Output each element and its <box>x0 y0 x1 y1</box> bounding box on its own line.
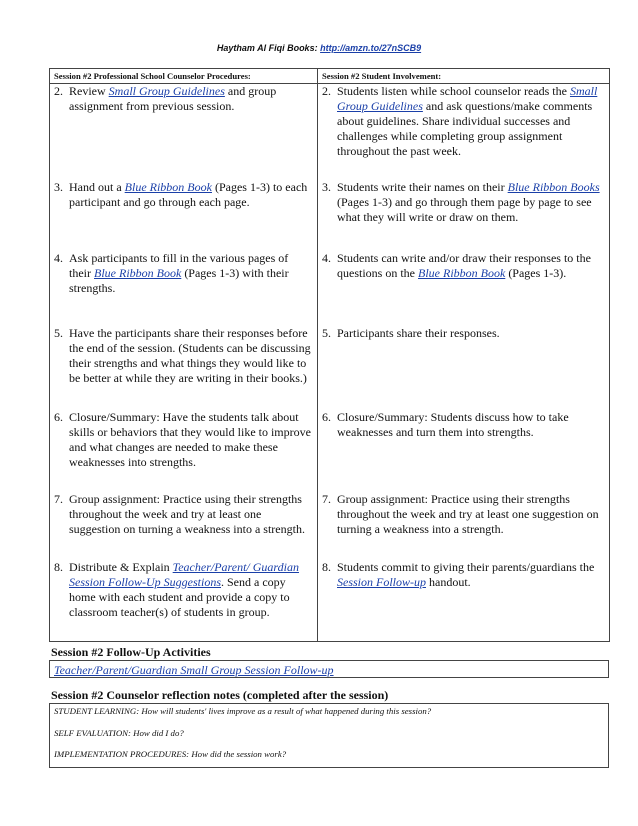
item-text: Closure/Summary: Students discuss how to take weaknesses and turn them into strengths. <box>337 409 569 439</box>
procedure-cell <box>50 492 318 560</box>
item-number: 8. <box>322 559 331 574</box>
follow-up-suggestions-link[interactable]: Teacher/Parent/ Guardian Session Follow-Up Suggestions <box>69 559 299 589</box>
item-text: Distribute & Explain <box>69 559 173 574</box>
reflection-box <box>49 703 609 768</box>
item-number: 6. <box>54 409 63 424</box>
small-group-guidelines-link[interactable]: Small Group Guidelines <box>337 84 598 113</box>
involvement-cell <box>318 326 610 410</box>
involvement-cell <box>318 410 610 492</box>
item-number: 7. <box>322 491 331 506</box>
item-text: handout. <box>426 574 471 589</box>
procedure-cell <box>50 410 318 492</box>
procedure-cell <box>50 560 318 642</box>
item-number: 5. <box>54 325 63 340</box>
procedure-cell <box>50 251 318 326</box>
procedure-cell <box>50 326 318 410</box>
header-link[interactable]: http://amzn.to/27nSCB9 <box>320 43 422 53</box>
item-text: (Pages 1-3) to each participant and go through each page. <box>69 179 308 209</box>
item-text: and ask questions/make comments about guidelines. Share individual successes and challenges while completing group assignment throughout the past week. <box>337 99 593 158</box>
blue-ribbon-book-link[interactable]: Blue Ribbon Book <box>418 265 506 280</box>
item-number: 2. <box>322 84 331 98</box>
procedure-cell <box>50 84 318 180</box>
blue-ribbon-book-link[interactable]: Blue Ribbon Book <box>124 179 212 194</box>
blue-ribbon-books-link[interactable]: Blue Ribbon Books <box>507 179 600 194</box>
item-text: Students write their names on their <box>337 179 508 194</box>
followup-title: Session #2 Follow-Up Activities <box>51 645 211 659</box>
table-row <box>50 410 610 492</box>
item-text: Hand out a <box>69 179 125 194</box>
followup-link[interactable]: Teacher/Parent/Guardian Small Group Session Follow-up <box>54 663 334 677</box>
page-header <box>0 43 638 53</box>
item-number: 8. <box>54 559 63 574</box>
item-text: Participants share their responses. <box>337 325 500 340</box>
small-group-guidelines-link[interactable]: Small Group Guidelines <box>108 84 225 98</box>
header-text: Haytham Al Fiqi Books: <box>216 43 321 53</box>
table-row <box>50 84 610 180</box>
involvement-cell <box>318 251 610 326</box>
table-row <box>50 560 610 642</box>
item-number: 6. <box>322 409 331 424</box>
item-text: Students commit to giving their parents/guardians the <box>337 559 595 574</box>
session-follow-up-link[interactable]: Session Follow-up <box>337 574 426 589</box>
table-row <box>50 251 610 326</box>
item-text: Ask participants to fill in the various pages of their <box>69 250 289 280</box>
item-text: and group assignment from previous session. <box>69 84 277 113</box>
implementation-prompt: IMPLEMENTATION PROCEDURES: How did the session work? <box>54 749 287 759</box>
involvement-cell <box>318 84 610 180</box>
item-number: 2. <box>54 84 63 98</box>
involvement-cell <box>318 492 610 560</box>
item-text: Closure/Summary: Have the students talk about skills or behaviors that they would like to improve and what changes are needed to make these weaknesses into strengths. <box>69 409 311 469</box>
student-learning-prompt: STUDENT LEARNING: How will students' lives improve as a result of what happened during this session? <box>54 706 432 716</box>
item-text: Students can write and/or draw their responses to the questions on the <box>337 250 591 280</box>
item-number: 7. <box>54 491 63 506</box>
table-row <box>50 180 610 251</box>
item-text: Group assignment: Practice using their strengths throughout the week and try at least one suggestion on turning a weakness into a strength. <box>337 491 599 536</box>
item-text: (Pages 1-3). <box>505 265 567 280</box>
item-number: 5. <box>322 325 331 340</box>
involvement-cell <box>318 180 610 251</box>
item-text: Students listen while school counselor reads the <box>337 84 570 98</box>
item-text: (Pages 1-3) and go through them page by page to see what they will write or draw on them. <box>337 194 592 224</box>
item-text: Review <box>69 84 109 98</box>
item-text: (Pages 1-3) with their strengths. <box>69 265 289 295</box>
item-text: . Send a copy home with each student and provide a copy to classroom teacher(s) of students in group. <box>69 574 290 619</box>
session-table <box>49 68 610 642</box>
involvement-cell <box>318 560 610 642</box>
table-row <box>50 492 610 560</box>
blue-ribbon-book-link[interactable]: Blue Ribbon Book <box>94 265 182 280</box>
item-number: 4. <box>322 250 331 265</box>
self-evaluation-prompt: SELF EVALUATION: How did I do? <box>54 728 184 738</box>
table-row <box>50 326 610 410</box>
col1-header: Session #2 Professional School Counselor Procedures: <box>50 69 318 84</box>
procedure-cell <box>50 180 318 251</box>
item-number: 4. <box>54 250 63 265</box>
reflection-title: Session #2 Counselor reflection notes (completed after the session) <box>51 688 389 702</box>
item-number: 3. <box>322 179 331 194</box>
item-number: 3. <box>54 179 63 194</box>
followup-box <box>49 660 609 678</box>
item-text: Have the participants share their responses before the end of the session. (Students can be discussing their strengths and what things they would like to be better at while they are writing in their books.) <box>69 325 311 385</box>
col2-header: Session #2 Student Involvement: <box>318 69 610 84</box>
item-text: Group assignment: Practice using their strengths throughout the week and try at least one suggestion on turning a weakness into a strength. <box>69 491 305 536</box>
